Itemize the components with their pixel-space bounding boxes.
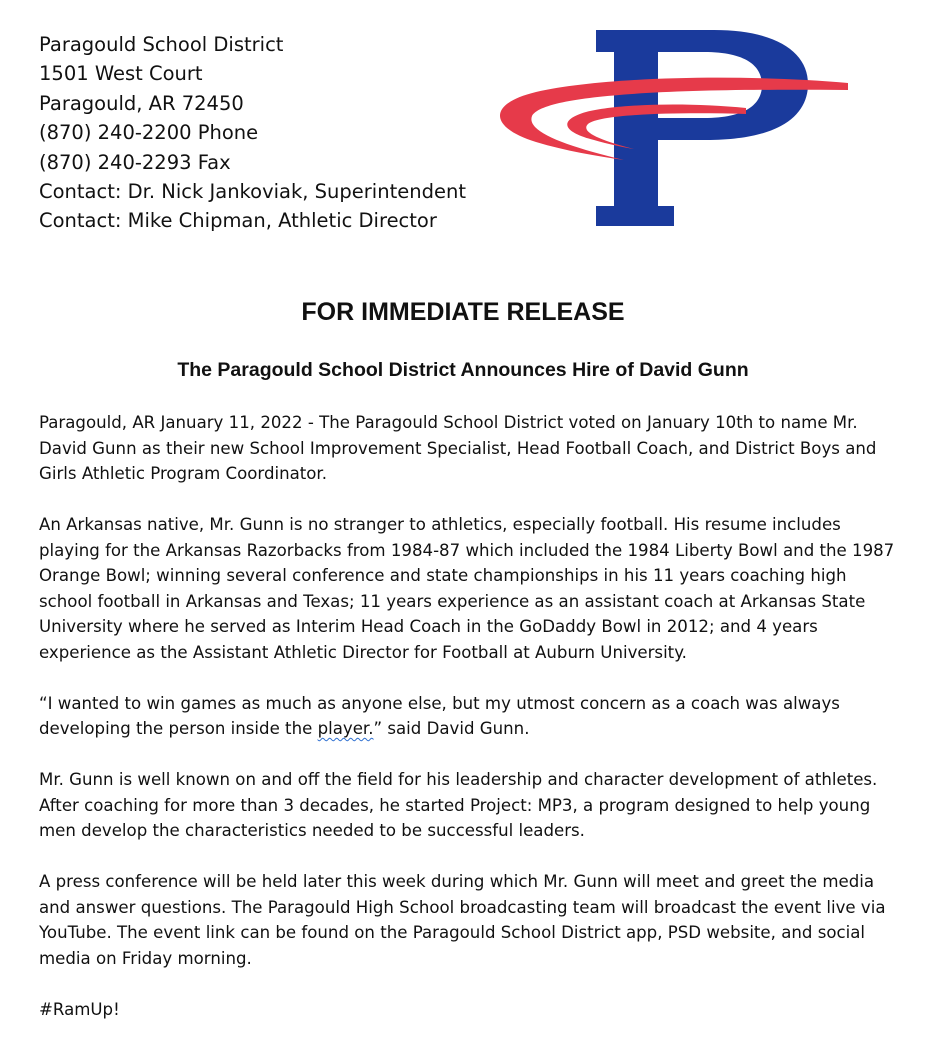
street-address: 1501 West Court: [39, 62, 203, 86]
city-state-zip: Paragould, AR 72450: [39, 91, 244, 115]
paragraph-press-conference: A press conference will be held later this week during which Mr. Gunn will meet and greet the media and answer questions. The Paragould High School broadcasting team will broadcast the event live via YouTube. The event link can be found on the Paragould School District app, PSD website, and social media on Friday morning.: [39, 872, 886, 968]
quote-text-end: ” said David Gunn.: [373, 719, 530, 738]
paragould-p-logo-icon: [496, 28, 852, 228]
paragraph-background: An Arkansas native, Mr. Gunn is no stranger to athletics, especially football. His resume includes playing for the Arkansas Razorbacks from 1984-87 which included the 1984 Liberty Bowl and the 1987 Orange Bowl; winning several conference and state championships in his 11 years coaching high school football in Arkansas and Texas; 11 years experience as an assistant coach at Arkansas State University where he served as Interim Head Coach in the GoDaddy Bowl in 2012; and 4 years experience as the Assistant Athletic Director for Football at Auburn University.: [39, 515, 895, 662]
district-name: Paragould School District: [39, 33, 284, 56]
paragraph-quote: [39, 691, 899, 742]
logo-letter-p: [596, 30, 808, 226]
spellcheck-flagged-word: player.: [317, 719, 374, 738]
paragraph-hashtag: #RamUp!: [39, 999, 120, 1019]
phone-number: (870) 240-2200 Phone: [39, 121, 259, 145]
quote-text-start: “I wanted to win games as much as anyone else, but my utmost concern as a coach was always developing the person inside the: [39, 693, 840, 738]
press-release-body: [39, 410, 899, 1048]
press-headline: The Paragould School District Announces Hire of David Gunn: [177, 359, 749, 381]
fax-number: (870) 240-2293 Fax: [39, 150, 231, 174]
contact-block: [39, 30, 466, 236]
paragraph-announcement: Paragould, AR January 11, 2022 - The Paragould School District voted on January 10th to name Mr. David Gunn as their new School Improvement Specialist, Head Football Coach, and District Boys and Girls Athletic Program Coordinator.: [39, 413, 877, 483]
contact-athletic-director: Contact: Mike Chipman, Athletic Director: [39, 209, 437, 233]
release-label: FOR IMMEDIATE RELEASE: [301, 298, 625, 326]
contact-superintendent: Contact: Dr. Nick Jankoviak, Superintendent: [39, 180, 466, 204]
paragraph-leadership: Mr. Gunn is well known on and off the field for his leadership and character development of athletes. After coaching for more than 3 decades, he started Project: MP3, a program designed to help young men develop the characteristics needed to be successful leaders.: [39, 770, 878, 840]
